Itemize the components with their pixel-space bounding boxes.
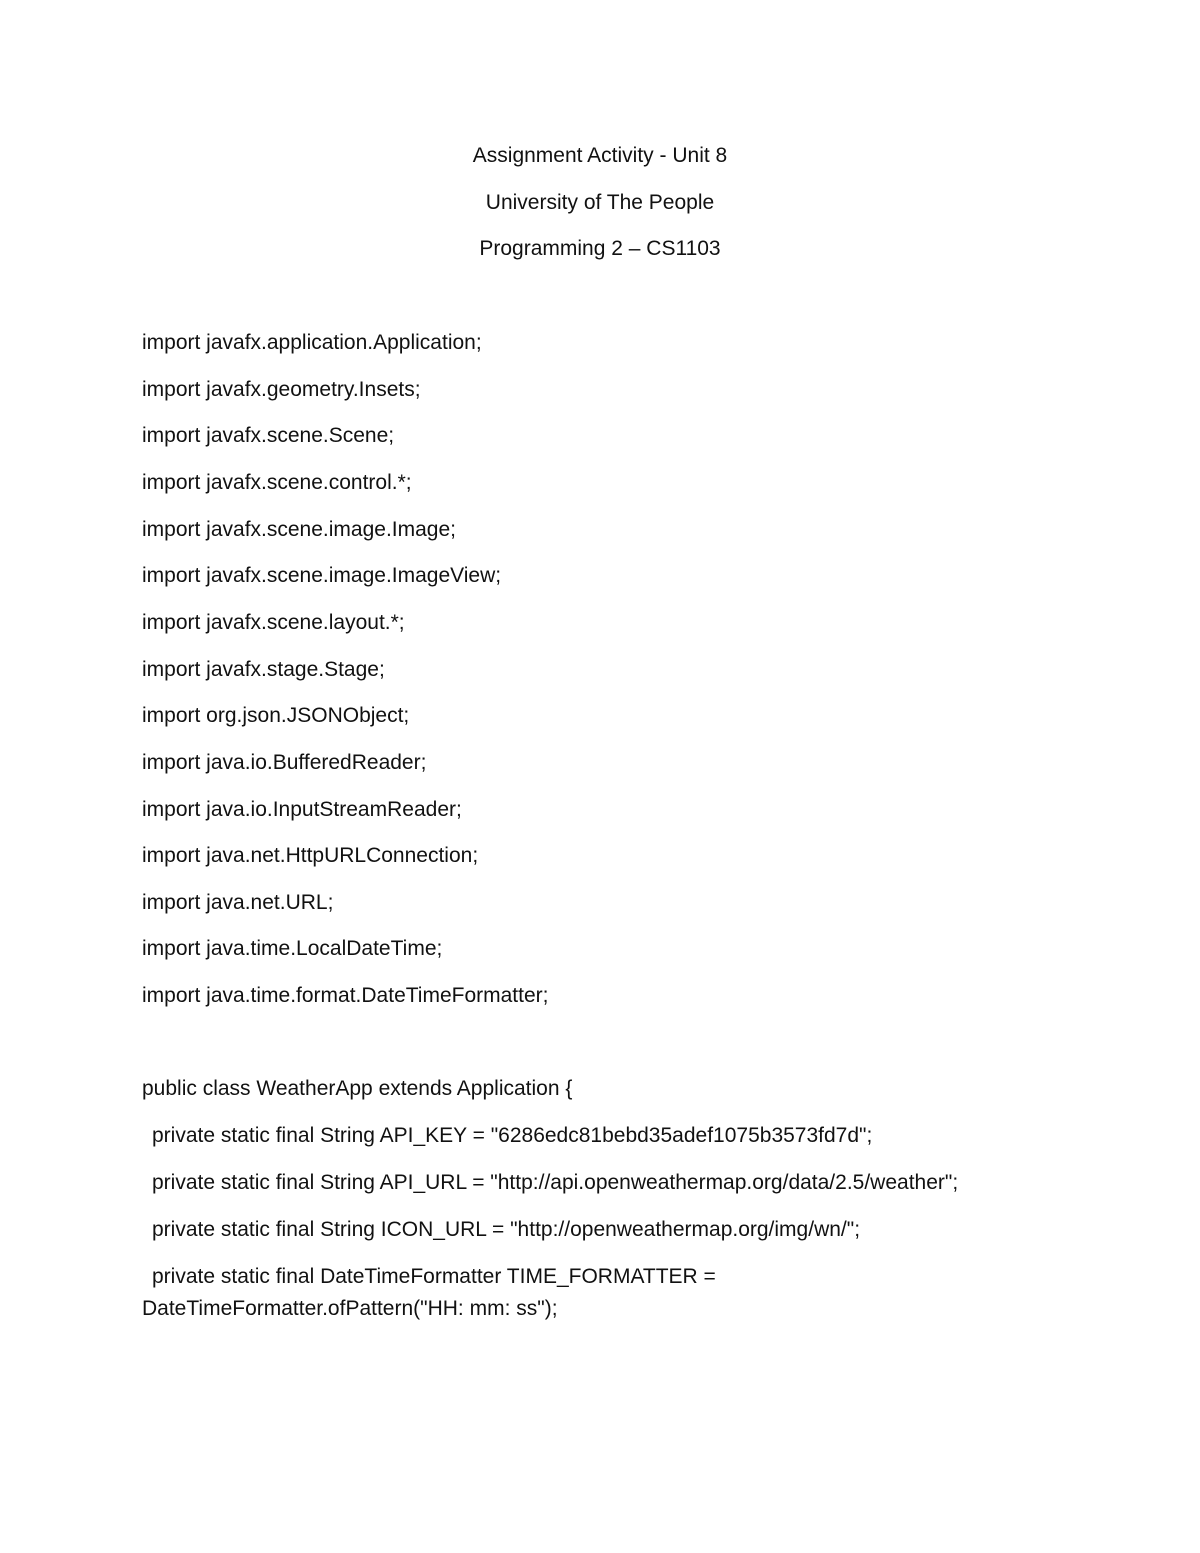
import-line: import java.net.HttpURLConnection; (142, 844, 479, 867)
class-declaration: public class WeatherApp extends Application { (142, 1077, 573, 1100)
import-line: import javafx.scene.Scene; (142, 424, 395, 447)
import-line: import java.time.format.DateTimeFormatter; (142, 984, 549, 1007)
import-line: import javafx.scene.image.Image; (142, 518, 456, 541)
field-line: private static final String API_URL = "http://api.openweathermap.org/data/2.5/weather"; (152, 1171, 959, 1194)
field-line: private static final String ICON_URL = "http://openweathermap.org/img/wn/"; (152, 1218, 861, 1241)
import-line: import javafx.application.Application; (142, 331, 482, 354)
field-line: private static final String API_KEY = "6286edc81bebd35adef1075b3573fd7d"; (152, 1124, 873, 1147)
import-line: import javafx.stage.Stage; (142, 658, 385, 681)
import-line: import java.time.LocalDateTime; (142, 937, 443, 960)
import-line: import javafx.scene.layout.*; (142, 611, 405, 634)
university-name: University of The People (485, 191, 715, 214)
field-continuation-line: DateTimeFormatter.ofPattern("HH: mm: ss"); (142, 1297, 558, 1320)
import-line: import javafx.scene.image.ImageView; (142, 564, 502, 587)
course-name: Programming 2 – CS1103 (479, 237, 721, 260)
assignment-title: Assignment Activity - Unit 8 (472, 144, 728, 167)
import-line: import javafx.scene.control.*; (142, 471, 412, 494)
field-line: private static final DateTimeFormatter TIME_FORMATTER = (152, 1265, 716, 1288)
import-line: import java.io.InputStreamReader; (142, 798, 462, 821)
import-line: import java.net.URL; (142, 891, 334, 914)
import-line: import javafx.geometry.Insets; (142, 378, 421, 401)
import-line: import java.io.BufferedReader; (142, 751, 427, 774)
import-line: import org.json.JSONObject; (142, 704, 410, 727)
